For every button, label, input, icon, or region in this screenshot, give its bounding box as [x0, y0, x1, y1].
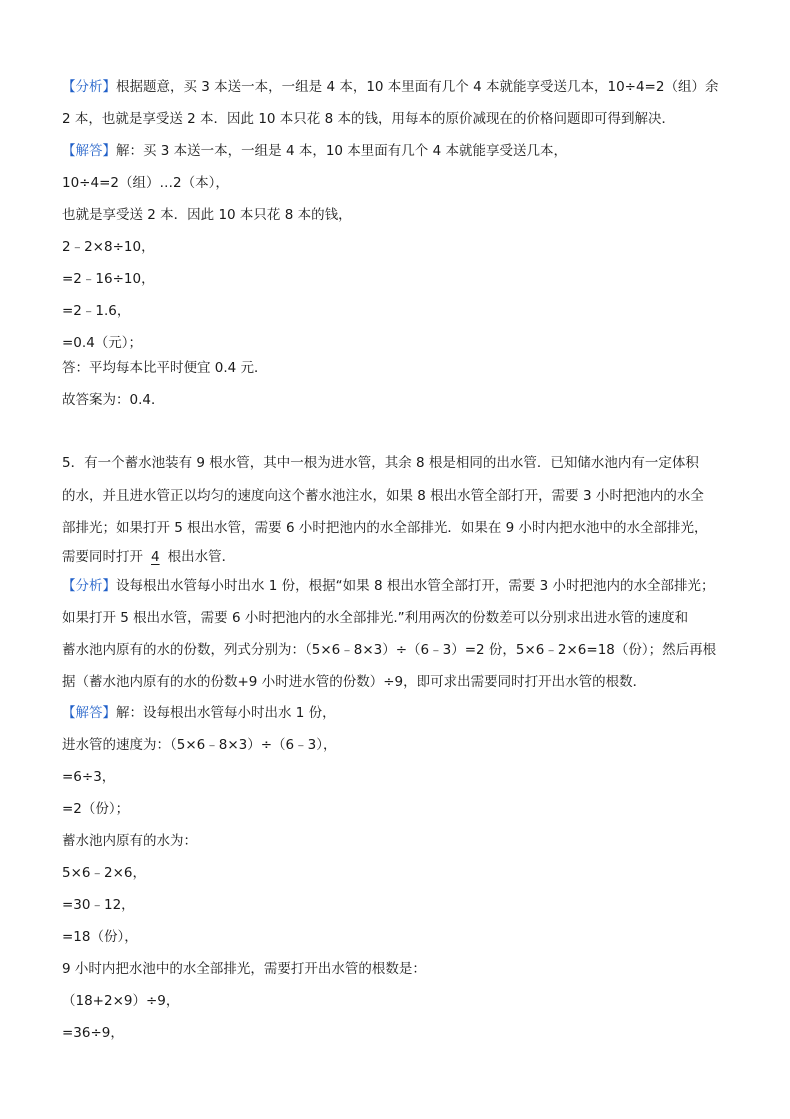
question-5-line-3: 部排光；如果打开 5 根出水管，需要 6 小时把池内的水全部排光．如果在 9 小时内把水池中的水全部排光，: [62, 520, 708, 536]
answer-line-9: 故答案为：0.4．: [62, 392, 165, 408]
answer-5-line-11: =36÷9，: [62, 1025, 124, 1041]
answer-5-line-7: =30﹣12，: [62, 897, 135, 913]
answer-tag: 【解答】: [62, 143, 116, 159]
answer-5-line-5: 蓄水池内原有的水为：: [62, 833, 197, 849]
answer-5-line-1: 【解答】解：设每根出水管每小时出水 1 份，: [62, 705, 336, 721]
answer-line-4: 2﹣2×8÷10，: [62, 239, 155, 255]
answer-5-line-8: =18（份），: [62, 929, 138, 945]
answer-line-5: =2﹣16÷10，: [62, 271, 155, 287]
answer-5-line-9: 9 小时内把水池中的水全部排光，需要打开出水管的根数是：: [62, 961, 426, 977]
answer-5-line-4: =2（份）；: [62, 801, 130, 817]
analysis-line-1: 【分析】根据题意，买 3 本送一本，一组是 4 本，10 本里面有几个 4 本就能享受送几本，10÷4=2（组）余: [62, 79, 719, 95]
analysis-5-line-4: 据（蓄水池内原有的水的份数+9 小时进水管的份数）÷9，即可求出需要同时打开出水管的根数．: [62, 674, 647, 690]
analysis-tag: 【分析】: [62, 79, 116, 95]
answer-line-1: 【解答】解：买 3 本送一本，一组是 4 本，10 本里面有几个 4 本就能享受送几本，: [62, 143, 567, 159]
answer-5-line-2: 进水管的速度为：（5×6﹣8×3）÷（6﹣3），: [62, 737, 337, 753]
question-5-line-1: 5．有一个蓄水池装有 9 根水管，其中一根为进水管，其余 8 根是相同的出水管．已知储水池内有一定体积: [62, 455, 699, 471]
answer-tag-2: 【解答】: [62, 705, 116, 721]
question-5-line-2: 的水，并且进水管正以均匀的速度向这个蓄水池注水，如果 8 根出水管全部打开，需要 3 小时把池内的水全: [62, 488, 704, 504]
answer-blank: 4: [151, 549, 160, 565]
analysis-line-2: 2 本，也就是享受送 2 本．因此 10 本只花 8 本的钱，用每本的原价减现在的价格问题即可得到解决．: [62, 111, 675, 127]
answer-line-6: =2﹣1.6，: [62, 303, 131, 319]
answer-5-line-3: =6÷3，: [62, 769, 116, 785]
question-5-line-4: 需要同时打开 4 根出水管．: [62, 549, 236, 565]
analysis-5-line-2: 如果打开 5 根出水管，需要 6 小时把池内的水全部排光.”利用两次的份数差可以分别求出进水管的速度和: [62, 610, 689, 626]
analysis-5-line-3: 蓄水池内原有的水的份数，列式分别为：（5×6﹣8×3）÷（6﹣3）=2 份，5×6﹣2×6=18（份）；然后再根: [62, 642, 717, 658]
answer-line-3: 也就是享受送 2 本．因此 10 本只花 8 本的钱，: [62, 207, 352, 223]
answer-line-2: 10÷4=2（组）…2（本），: [62, 175, 229, 191]
answer-5-line-6: 5×6﹣2×6，: [62, 865, 146, 881]
answer-line-8: 答：平均每本比平时便宜 0.4 元．: [62, 360, 268, 376]
analysis-tag-2: 【分析】: [62, 578, 116, 594]
analysis-5-line-1: 【分析】设每根出水管每小时出水 1 份，根据“如果 8 根出水管全部打开，需要 3 小时把池内的水全部排光；: [62, 578, 715, 594]
answer-line-7: =0.4（元）；: [62, 335, 143, 351]
answer-5-line-10: （18+2×9）÷9，: [62, 993, 180, 1009]
